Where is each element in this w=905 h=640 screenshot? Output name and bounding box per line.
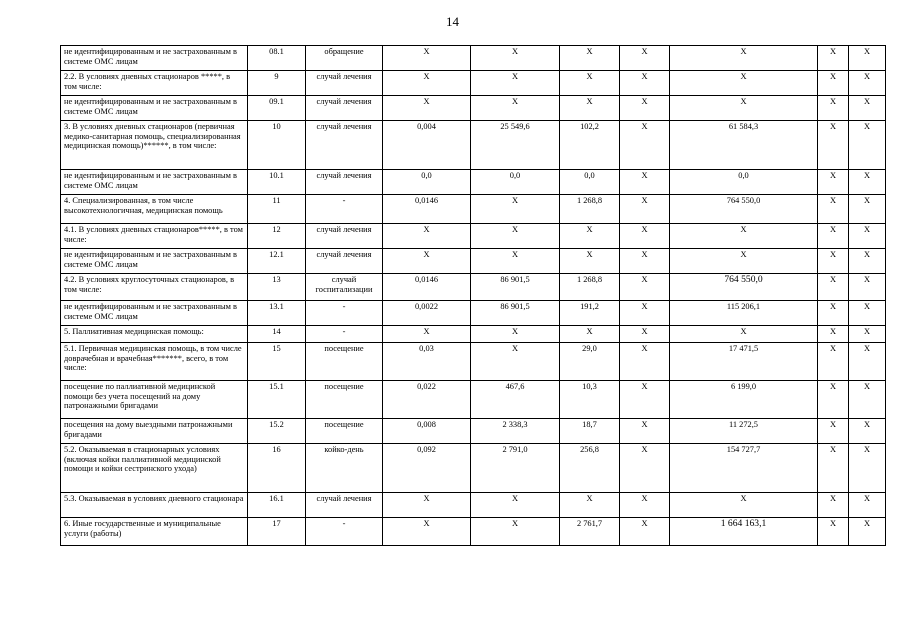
row-name: не идентифицированным и не застрахованным в системе ОМС лицам bbox=[61, 170, 248, 195]
table-row bbox=[61, 326, 886, 343]
row-unit: случай лечения bbox=[306, 71, 383, 96]
row-unit: посещение bbox=[306, 343, 383, 381]
value-cell: X bbox=[383, 96, 471, 121]
value-cell: X bbox=[383, 249, 471, 274]
value-cell: X bbox=[849, 381, 886, 419]
table-row bbox=[61, 274, 886, 301]
row-name: не идентифицированным и не застрахованным в системе ОМС лицам bbox=[61, 46, 248, 71]
table-row bbox=[61, 444, 886, 493]
value-cell: X bbox=[620, 121, 670, 170]
row-name: 6. Иные государственные и муниципальные услуги (работы) bbox=[61, 518, 248, 546]
value-cell: X bbox=[818, 224, 849, 249]
value-cell: X bbox=[560, 493, 620, 518]
value-cell: 86 901,5 bbox=[471, 274, 560, 301]
value-cell: X bbox=[620, 224, 670, 249]
value-cell: 0,0 bbox=[670, 170, 818, 195]
value-cell: 0,0 bbox=[560, 170, 620, 195]
table-row bbox=[61, 96, 886, 121]
value-cell: 2 761,7 bbox=[560, 518, 620, 546]
value-cell: X bbox=[849, 444, 886, 493]
value-cell: X bbox=[818, 444, 849, 493]
row-code: 15 bbox=[248, 343, 306, 381]
value-cell: X bbox=[818, 419, 849, 444]
value-cell: X bbox=[560, 46, 620, 71]
value-cell: X bbox=[670, 224, 818, 249]
value-cell: X bbox=[560, 71, 620, 96]
value-cell: X bbox=[383, 224, 471, 249]
value-cell: X bbox=[818, 274, 849, 301]
value-cell: 25 549,6 bbox=[471, 121, 560, 170]
value-cell: X bbox=[620, 96, 670, 121]
row-name: 5. Паллиативная медицинская помощь: bbox=[61, 326, 248, 343]
row-code: 13.1 bbox=[248, 301, 306, 326]
row-unit: обращение bbox=[306, 46, 383, 71]
value-cell: X bbox=[383, 518, 471, 546]
value-cell: X bbox=[849, 195, 886, 224]
value-cell: X bbox=[471, 493, 560, 518]
value-cell: X bbox=[818, 71, 849, 96]
row-code: 09.1 bbox=[248, 96, 306, 121]
table-row bbox=[61, 301, 886, 326]
value-cell: X bbox=[620, 46, 670, 71]
value-cell: X bbox=[818, 46, 849, 71]
row-unit: посещение bbox=[306, 381, 383, 419]
value-cell: X bbox=[620, 419, 670, 444]
value-cell: X bbox=[471, 224, 560, 249]
value-cell: 2 791,0 bbox=[471, 444, 560, 493]
value-cell: 0,0146 bbox=[383, 274, 471, 301]
row-code: 17 bbox=[248, 518, 306, 546]
value-cell: X bbox=[560, 96, 620, 121]
value-cell: 0,0 bbox=[383, 170, 471, 195]
value-cell: X bbox=[818, 381, 849, 419]
value-cell: 2 338,3 bbox=[471, 419, 560, 444]
row-name: не идентифицированным и не застрахованным в системе ОМС лицам bbox=[61, 301, 248, 326]
row-name: посещение по паллиативной медицинской помощи без учета посещений на дому патронажными бригадами bbox=[61, 381, 248, 419]
value-cell: 10,3 bbox=[560, 381, 620, 419]
value-cell: X bbox=[849, 326, 886, 343]
row-unit: случай лечения bbox=[306, 170, 383, 195]
value-cell: X bbox=[620, 170, 670, 195]
value-cell: X bbox=[560, 326, 620, 343]
value-cell: X bbox=[849, 493, 886, 518]
row-unit: случай лечения bbox=[306, 96, 383, 121]
value-cell: X bbox=[383, 326, 471, 343]
value-cell: X bbox=[383, 46, 471, 71]
value-cell: X bbox=[620, 343, 670, 381]
table-row bbox=[61, 518, 886, 546]
value-cell: 1 268,8 bbox=[560, 274, 620, 301]
value-cell: X bbox=[620, 444, 670, 493]
table-body bbox=[61, 46, 886, 546]
value-cell: 6 199,0 bbox=[670, 381, 818, 419]
row-name: 4.2. В условиях круглосуточных стационаров, в том числе: bbox=[61, 274, 248, 301]
value-cell: X bbox=[560, 249, 620, 274]
value-cell: X bbox=[383, 493, 471, 518]
value-cell: X bbox=[849, 518, 886, 546]
value-cell: X bbox=[849, 249, 886, 274]
row-name: не идентифицированным и не застрахованным в системе ОМС лицам bbox=[61, 96, 248, 121]
row-code: 12 bbox=[248, 224, 306, 249]
value-cell: 154 727,7 bbox=[670, 444, 818, 493]
row-unit: случай лечения bbox=[306, 249, 383, 274]
value-cell: 191,2 bbox=[560, 301, 620, 326]
value-cell: X bbox=[471, 96, 560, 121]
value-cell: X bbox=[620, 301, 670, 326]
value-cell: X bbox=[818, 121, 849, 170]
table-row bbox=[61, 121, 886, 170]
value-cell: X bbox=[849, 301, 886, 326]
value-cell: 115 206,1 bbox=[670, 301, 818, 326]
value-cell: X bbox=[849, 419, 886, 444]
table-row bbox=[61, 343, 886, 381]
value-cell: 256,8 bbox=[560, 444, 620, 493]
row-unit: посещение bbox=[306, 419, 383, 444]
value-cell: X bbox=[670, 96, 818, 121]
data-table bbox=[60, 45, 886, 546]
value-cell: 0,008 bbox=[383, 419, 471, 444]
value-cell: 17 471,5 bbox=[670, 343, 818, 381]
value-cell: 0,0146 bbox=[383, 195, 471, 224]
table-row bbox=[61, 493, 886, 518]
value-cell: X bbox=[818, 343, 849, 381]
value-cell: X bbox=[818, 518, 849, 546]
row-code: 13 bbox=[248, 274, 306, 301]
value-cell: X bbox=[818, 96, 849, 121]
value-cell: 0,03 bbox=[383, 343, 471, 381]
value-cell: X bbox=[471, 326, 560, 343]
row-unit: случай госпитализации bbox=[306, 274, 383, 301]
value-cell: X bbox=[620, 71, 670, 96]
row-unit: - bbox=[306, 195, 383, 224]
value-cell: X bbox=[383, 71, 471, 96]
value-cell: 764 550,0 bbox=[670, 274, 818, 301]
row-code: 16 bbox=[248, 444, 306, 493]
value-cell: 11 272,5 bbox=[670, 419, 818, 444]
row-name: 5.3. Оказываемая в условиях дневного стационара bbox=[61, 493, 248, 518]
table-row bbox=[61, 46, 886, 71]
table-row bbox=[61, 224, 886, 249]
row-code: 11 bbox=[248, 195, 306, 224]
value-cell: X bbox=[560, 224, 620, 249]
row-unit: случай лечения bbox=[306, 121, 383, 170]
row-name: посещения на дому выездными патронажными бригадами bbox=[61, 419, 248, 444]
value-cell: 102,2 bbox=[560, 121, 620, 170]
row-name: не идентифицированным и не застрахованным в системе ОМС лицам bbox=[61, 249, 248, 274]
row-code: 16.1 bbox=[248, 493, 306, 518]
value-cell: X bbox=[849, 121, 886, 170]
value-cell: X bbox=[471, 46, 560, 71]
table-row bbox=[61, 170, 886, 195]
value-cell: X bbox=[849, 71, 886, 96]
row-unit: - bbox=[306, 518, 383, 546]
row-unit: случай лечения bbox=[306, 224, 383, 249]
row-code: 15.2 bbox=[248, 419, 306, 444]
value-cell: X bbox=[670, 249, 818, 274]
row-code: 12.1 bbox=[248, 249, 306, 274]
table-row bbox=[61, 419, 886, 444]
value-cell: X bbox=[818, 170, 849, 195]
value-cell: X bbox=[471, 343, 560, 381]
value-cell: X bbox=[620, 326, 670, 343]
row-unit: случай лечения bbox=[306, 493, 383, 518]
value-cell: X bbox=[471, 518, 560, 546]
value-cell: 0,0 bbox=[471, 170, 560, 195]
value-cell: X bbox=[849, 274, 886, 301]
value-cell: X bbox=[620, 195, 670, 224]
value-cell: X bbox=[670, 71, 818, 96]
value-cell: X bbox=[471, 71, 560, 96]
table-row bbox=[61, 249, 886, 274]
row-unit: - bbox=[306, 326, 383, 343]
value-cell: X bbox=[471, 249, 560, 274]
row-code: 10 bbox=[248, 121, 306, 170]
row-unit: - bbox=[306, 301, 383, 326]
row-name: 4. Специализированная, в том числе высокотехнологичная, медицинская помощь bbox=[61, 195, 248, 224]
row-code: 9 bbox=[248, 71, 306, 96]
row-code: 08.1 bbox=[248, 46, 306, 71]
row-unit: койко-день bbox=[306, 444, 383, 493]
row-name: 5.1. Первичная медицинская помощь, в том числе доврачебная и врачебная*******, всего, в том числе: bbox=[61, 343, 248, 381]
page-number: 14 bbox=[446, 14, 459, 29]
value-cell: X bbox=[818, 493, 849, 518]
value-cell: 0,0022 bbox=[383, 301, 471, 326]
value-cell: 1 268,8 bbox=[560, 195, 620, 224]
value-cell: 0,092 bbox=[383, 444, 471, 493]
value-cell: X bbox=[849, 224, 886, 249]
table-row bbox=[61, 381, 886, 419]
value-cell: X bbox=[670, 326, 818, 343]
row-code: 15.1 bbox=[248, 381, 306, 419]
value-cell: 467,6 bbox=[471, 381, 560, 419]
value-cell: X bbox=[471, 195, 560, 224]
value-cell: 0,022 bbox=[383, 381, 471, 419]
value-cell: X bbox=[670, 46, 818, 71]
value-cell: 61 584,3 bbox=[670, 121, 818, 170]
value-cell: X bbox=[620, 493, 670, 518]
table-row bbox=[61, 71, 886, 96]
value-cell: 18,7 bbox=[560, 419, 620, 444]
value-cell: X bbox=[818, 326, 849, 343]
value-cell: X bbox=[818, 301, 849, 326]
row-code: 14 bbox=[248, 326, 306, 343]
value-cell: X bbox=[620, 274, 670, 301]
value-cell: X bbox=[818, 195, 849, 224]
value-cell: 86 901,5 bbox=[471, 301, 560, 326]
row-name: 4.1. В условиях дневных стационаров*****, в том числе: bbox=[61, 224, 248, 249]
value-cell: X bbox=[620, 518, 670, 546]
value-cell: X bbox=[849, 170, 886, 195]
value-cell: 764 550,0 bbox=[670, 195, 818, 224]
row-name: 2.2. В условиях дневных стационаров *****, в том числе: bbox=[61, 71, 248, 96]
table-row bbox=[61, 195, 886, 224]
value-cell: X bbox=[620, 381, 670, 419]
value-cell: X bbox=[849, 96, 886, 121]
value-cell: 0,004 bbox=[383, 121, 471, 170]
row-name: 3. В условиях дневных стационаров (первичная медико-санитарная помощь, специализированная медицинская помощь)******, в том числе: bbox=[61, 121, 248, 170]
value-cell: X bbox=[849, 46, 886, 71]
row-code: 10.1 bbox=[248, 170, 306, 195]
row-name: 5.2. Оказываемая в стационарных условиях (включая койки паллиативной медицинской помощи и койки сестринского ухода) bbox=[61, 444, 248, 493]
value-cell: X bbox=[849, 343, 886, 381]
value-cell: X bbox=[620, 249, 670, 274]
value-cell: 1 664 163,1 bbox=[670, 518, 818, 546]
value-cell: X bbox=[818, 249, 849, 274]
value-cell: X bbox=[670, 493, 818, 518]
value-cell: 29,0 bbox=[560, 343, 620, 381]
